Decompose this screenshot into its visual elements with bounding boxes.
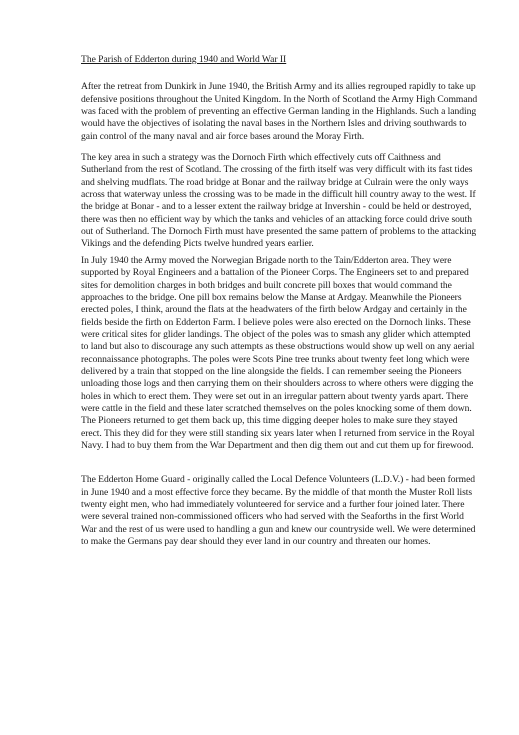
paragraph-dunkirk: After the retreat from Dunkirk in June 1940, the British Army and its allies regrouped rapidly to take up defensive positions throughout the United Kingdom. In the North of Scotland the Army High Command was faced with the problem of preventing an effective German landing in the Highlands. Such a landing would have the objectives of isolating the naval bases in the Northern Isles and driving southwards to gain control of the many naval and air force bases around the Moray Firth. xyxy=(81,81,478,142)
paragraph-home-guard: The Edderton Home Guard - originally called the Local Defence Volunteers (L.D.V.) - had been formed in June 1940 and a most effective force they became. By the middle of that month the Muster Roll lists twenty eight men, who had immediately volunteered for service and a further four joined later. There were several trained non-commissioned officers who had served with the Seaforths in the first World War and the rest of us were used to handling a gun and knew our countryside well. We were determined to make the Germans pay dear should they ever land in our country and threaten our homes. xyxy=(81,474,476,548)
paragraph-dornoch-firth: The key area in such a strategy was the Dornoch Firth which effectively cuts off Caithness and Sutherland from the rest of Scotland. The crossing of the firth itself was very difficult with its fast tides and shelving mudflats. The road bridge at Bonar and the railway bridge at Culrain were the only ways across that waterway unless the crossing was to be made in the difficult hill country away to the west. If the bridge at Bonar - and to a lesser extent the railway bridge at Invershin - could be held or destroyed, there was then no efficient way by which the tanks and vehicles of an attacking force could drive south out of Sutherland. The Dornoch Firth must have presented the same pattern of problems to the attacking Vikings and the defending Picts twelve hundred years earlier. xyxy=(81,152,477,250)
paragraph-norwegian-brigade: In July 1940 the Army moved the Norwegian Brigade north to the Tain/Edderton area. They were supported by Royal Engineers and a battalion of the Pioneer Corps. The Engineers set to and prepared sites for demolition charges in both bridges and built concrete pill boxes that would command the approaches to the bridge. One pill box remains below the Manse at Ardgay. Meanwhile the Pioneers erected poles, I think, around the flats at the headwaters of the firth below Ardgay and certainly in the fields beside the firth on Edderton Farm. I believe poles were also erected on the Dornoch links. These were critical sites for glider landings. The object of the poles was to smash any glider which attempted to land but also to discourage any such attempts as these obstructions would show up well on any aerial reconnaissance photographs. The poles were Scots Pine tree trunks about twenty feet long which were delivered by a train that stopped on the line alongside the fields. I can remember seeing the Pioneers unloading those logs and then carrying them on their shoulders across to where others were digging the holes in which to erect them. They were set out in an irregular pattern about twenty yards apart. There were cattle in the field and these later scratched themselves on the poles knocking some of them down. The Pioneers returned to get them back up, this time digging deeper holes to make sure they stayed erect. This they did for they were still standing six years later when I returned from service in the Royal Navy. I had to buy them from the War Department and then dig them out and cut them up for firewood. xyxy=(81,254,475,451)
document-title: The Parish of Edderton during 1940 and World War II xyxy=(81,54,287,65)
document-body xyxy=(81,54,479,557)
